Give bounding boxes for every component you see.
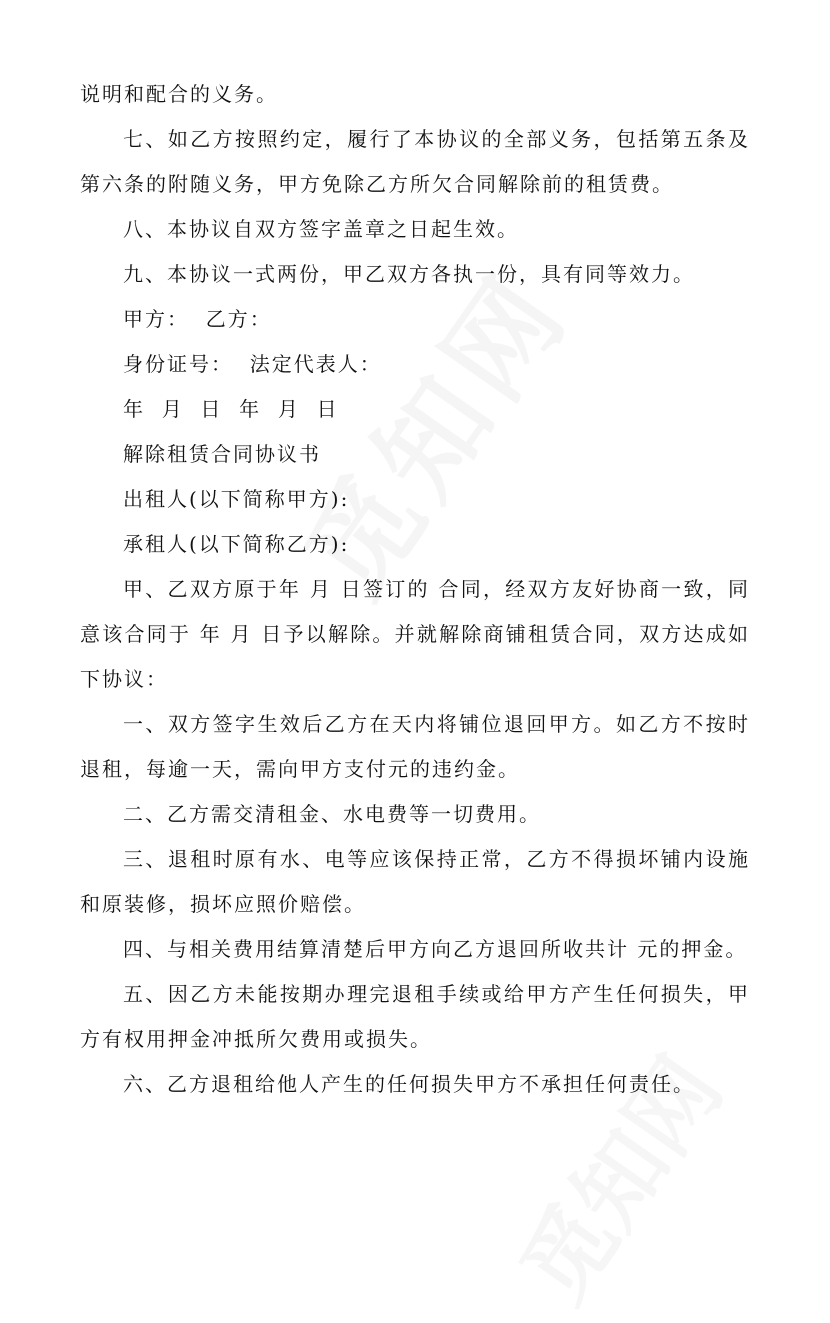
clause-3: 三、退租时原有水、电等应该保持正常，乙方不得损坏铺内设施和原装修，损坏应照价赔偿。 — [80, 847, 750, 916]
clause-4: 四、与相关费用结算清楚后甲方向乙方退回所收共计 元的押金。 — [123, 937, 748, 961]
clause-1: 一、双方签字生效后乙方在天内将铺位退回甲方。如乙方不按时退租，每逾一天，需向甲方支付元的违约金。 — [80, 712, 750, 781]
date-line: 年 月 日 年 月 日 — [123, 397, 339, 421]
clause-7: 七、如乙方按照约定，履行了本协议的全部义务，包括第五条及第六条的附随义务，甲方免除乙方所欠合同解除前的租赁费。 — [80, 127, 750, 196]
paragraph-continuation: 说明和配合的义务。 — [80, 82, 278, 106]
clause-2: 二、乙方需交清租金、水电费等一切费用。 — [123, 802, 541, 826]
clause-9: 九、本协议一式两份，甲乙双方各执一份，具有同等效力。 — [123, 262, 695, 286]
id-representative-line: 身份证号： 法定代表人： — [123, 352, 382, 376]
preamble: 甲、乙双方原于年 月 日签订的 合同，经双方友好协商一致，同意该合同于 年 月 日予以解除。并就解除商铺租赁合同，双方达成如下协议： — [80, 577, 750, 691]
party-signature-line: 甲方： 乙方： — [123, 307, 272, 331]
clause-5: 五、因乙方未能按期办理完退租手续或给甲方产生任何损失，甲方有权用押金冲抵所欠费用或损失。 — [80, 982, 750, 1051]
lessee-line: 承租人(以下简称乙方): — [123, 532, 350, 556]
clause-6: 六、乙方退租给他人产生的任何损失甲方不承担任何责任。 — [123, 1072, 695, 1096]
document-body — [80, 72, 750, 1107]
lessor-line: 出租人(以下简称甲方): — [123, 487, 350, 511]
document-title: 解除租赁合同协议书 — [123, 442, 321, 466]
clause-8: 八、本协议自双方签字盖章之日起生效。 — [123, 217, 519, 241]
